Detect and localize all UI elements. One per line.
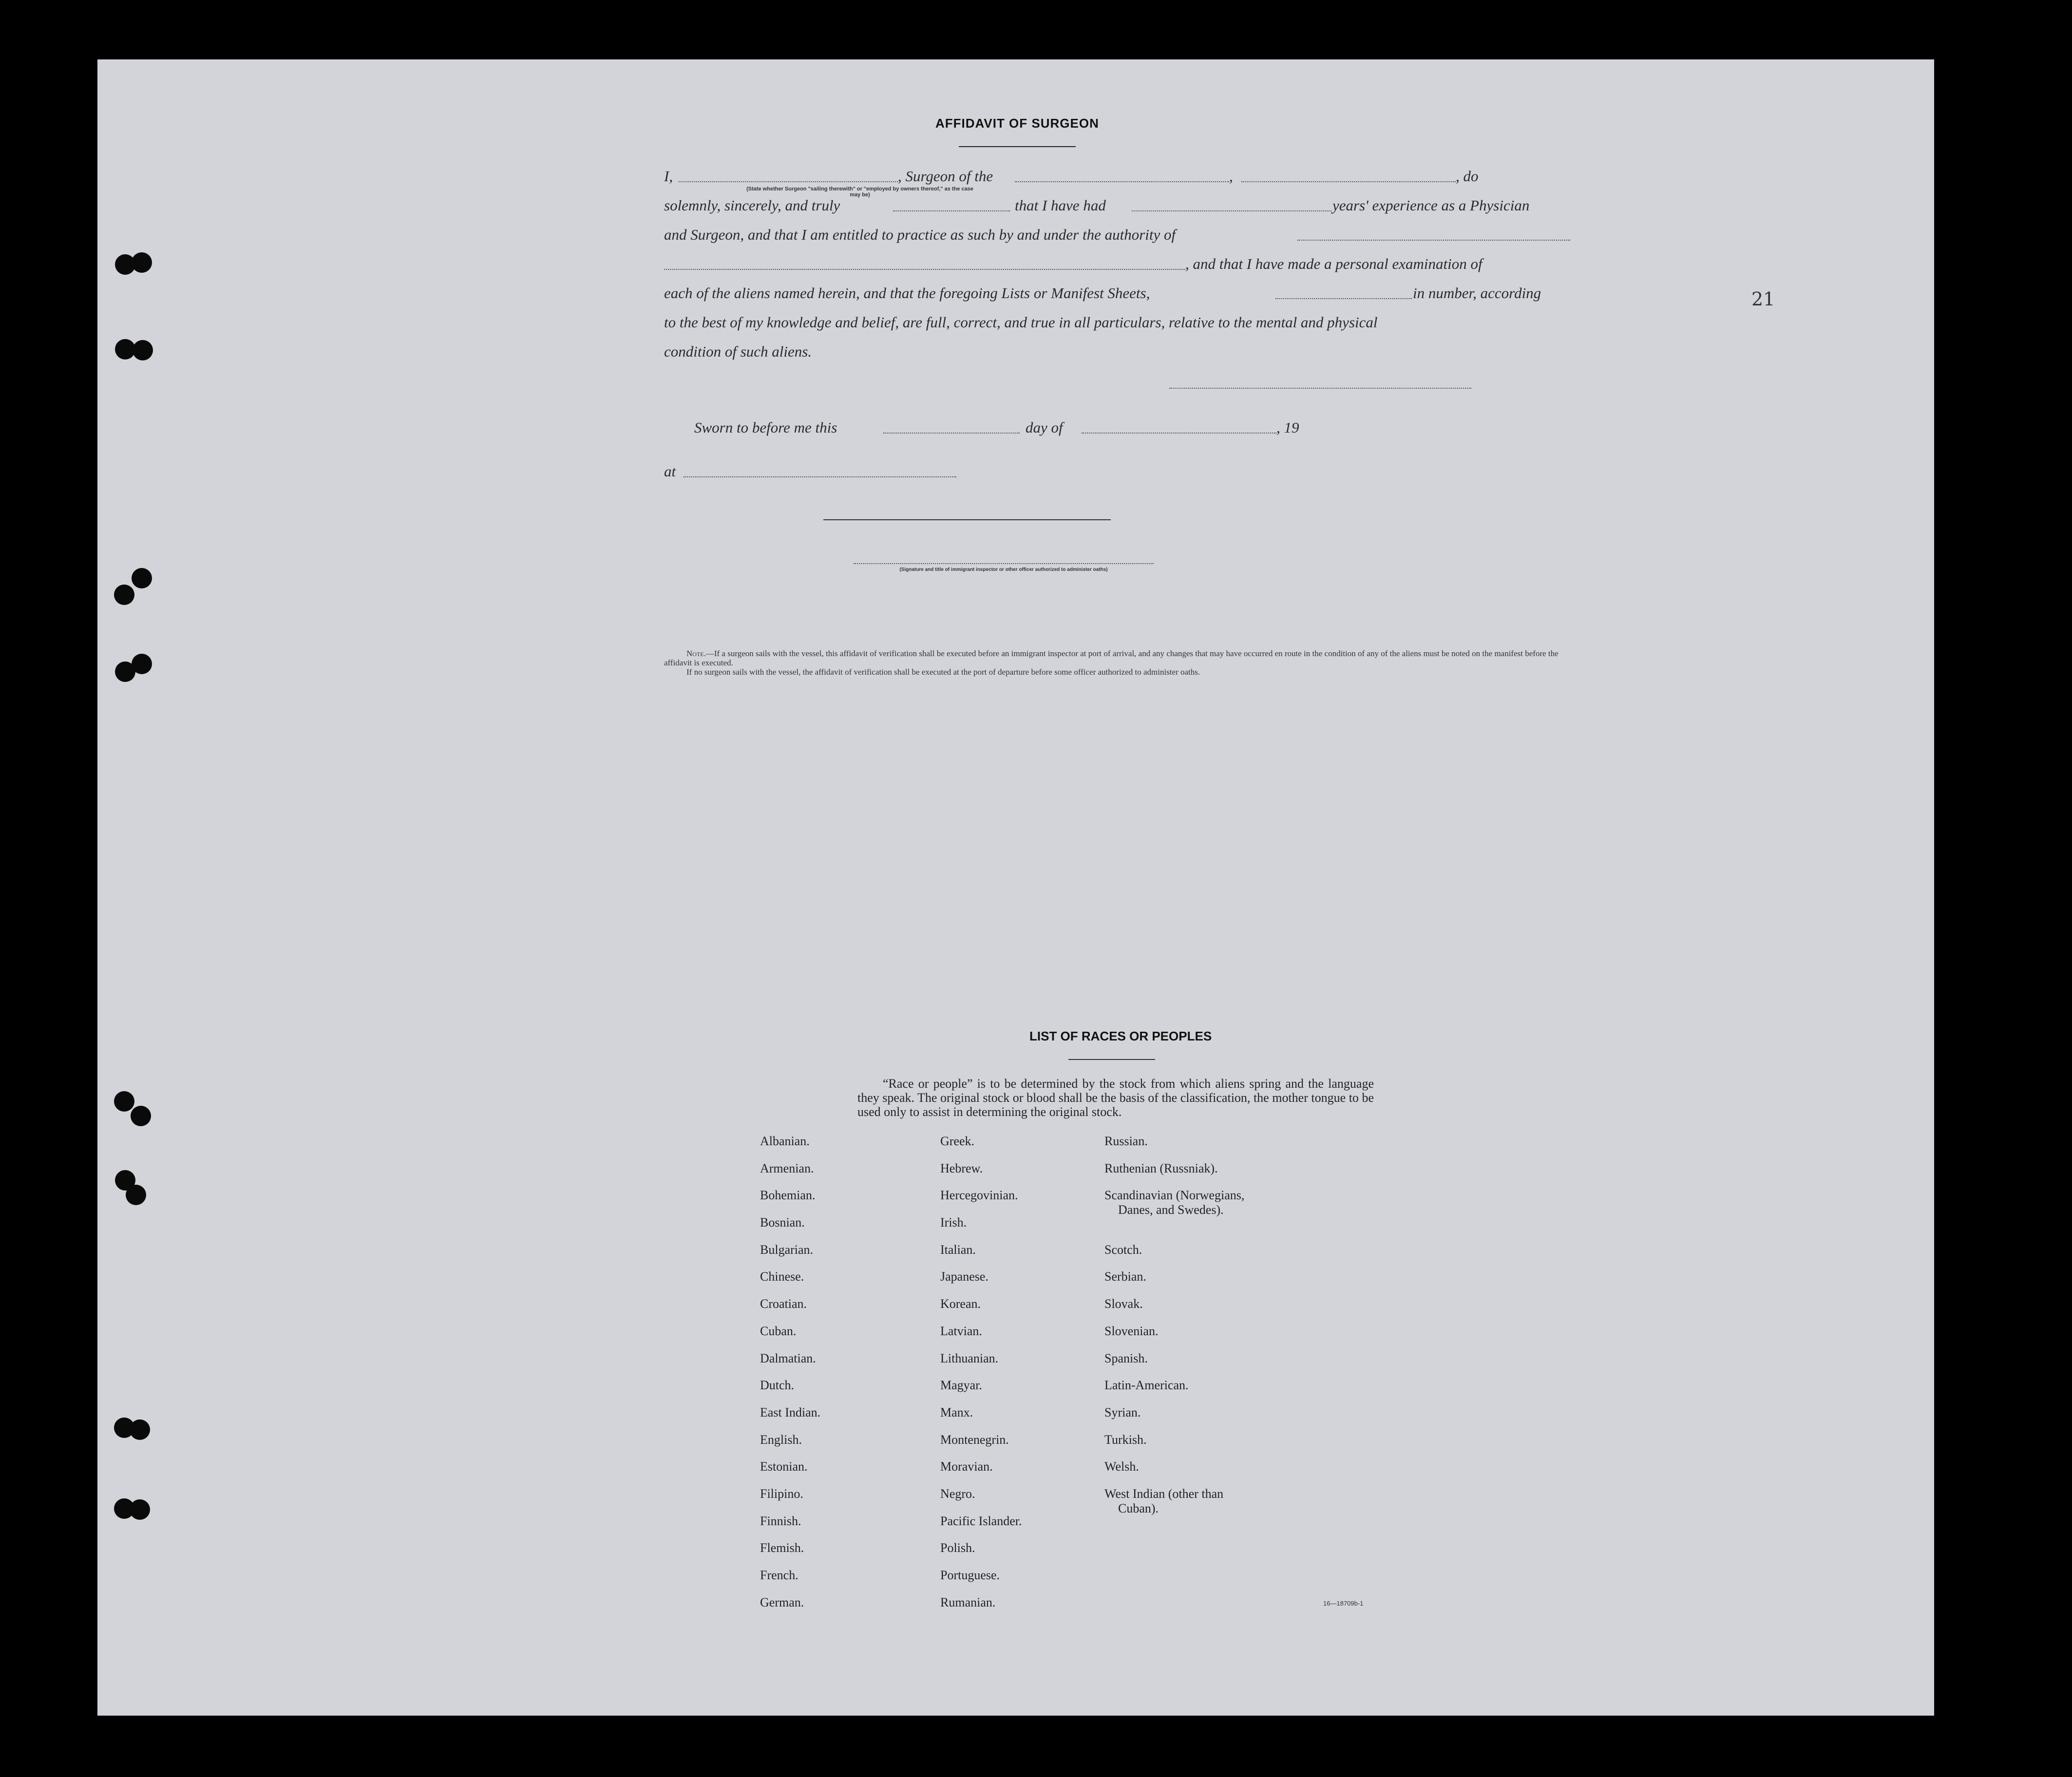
race-item: Japanese.	[940, 1269, 988, 1284]
race-item: Serbian.	[1104, 1269, 1146, 1284]
text-and-surgeon: and Surgeon, and that I am entitled to practice as such by and under the authority of	[664, 226, 1176, 243]
punch-hole	[133, 340, 153, 360]
race-item: Bohemian.	[760, 1188, 816, 1203]
race-item: Chinese.	[760, 1269, 804, 1284]
punch-hole	[114, 1091, 134, 1112]
race-item: French.	[760, 1568, 798, 1582]
race-item: Italian.	[940, 1242, 976, 1257]
affidavit-line-7	[664, 343, 1570, 362]
text-best-knowledge: to the best of my knowledge and belief, are full, correct, and true in all particulars, relative to the mental and physical	[664, 314, 1378, 331]
race-item: Hercegovinian.	[940, 1188, 1018, 1203]
note-text-1: —If a surgeon sails with the vessel, this affidavit of verification shall be executed before an immigrant inspector at port of arrival, and any changes that may have occurred en route in the condition of any of the aliens must be noted on the manifest before the affidavit is executed.	[664, 649, 1559, 667]
surgeon-status-field[interactable]	[1241, 181, 1456, 182]
punch-hole	[126, 1185, 146, 1205]
affidavit-line-1	[664, 168, 1570, 187]
race-item: Montenegrin.	[940, 1432, 1009, 1447]
race-item: English.	[760, 1432, 802, 1447]
affidavit-line-6	[664, 314, 1570, 333]
race-item: Latin-American.	[1104, 1378, 1189, 1393]
races-intro-text: “Race or people” is to be determined by the stock from which aliens spring and the language they speak. The original stock or blood shall be the basis of the classification, the mother tongue to be used only to assist in determining the original stock.	[857, 1077, 1374, 1119]
text-personal-exam: , and that I have made a personal examination of	[1185, 255, 1483, 272]
text-do: , do	[1456, 168, 1479, 185]
sworn-month-field[interactable]	[1082, 433, 1276, 434]
text-sworn: Sworn to before me this	[694, 419, 837, 436]
race-item: Latvian.	[940, 1323, 982, 1338]
text-condition: condition of such aliens.	[664, 343, 812, 360]
affidavit-line-2	[664, 197, 1570, 216]
surgeon-status-caption: (State whether Surgeon "sailing therewith" or "employed by owners thereof," as the case may be)	[746, 186, 973, 198]
text-in-number: in number, according	[1413, 284, 1541, 302]
race-item: Hebrew.	[940, 1161, 983, 1175]
title-rule	[959, 146, 1076, 147]
race-item: Turkish.	[1104, 1432, 1147, 1447]
race-item-line: Scandinavian (Norwegians,	[1104, 1188, 1245, 1203]
race-item: Korean.	[940, 1297, 981, 1311]
race-item: Filipino.	[760, 1486, 803, 1501]
sworn-day-field[interactable]	[883, 433, 1020, 434]
race-item: Estonian.	[760, 1459, 808, 1474]
race-item: Bosnian.	[760, 1215, 805, 1230]
swear-field[interactable]	[893, 210, 1010, 211]
form-number: 16—18709b-1	[1323, 1600, 1364, 1607]
sheets-count-field[interactable]	[1275, 298, 1412, 299]
races-title: LIST OF RACES OR PEOPLES	[1029, 1029, 1212, 1043]
races-column-2	[940, 1135, 1022, 1623]
affidavit-note	[664, 649, 1570, 677]
races-column-1	[760, 1135, 820, 1623]
race-item: Negro.	[940, 1486, 975, 1501]
surgeon-name-field[interactable]	[679, 181, 898, 182]
authority-field[interactable]	[1297, 240, 1570, 241]
race-item: Spanish.	[1104, 1351, 1148, 1365]
note-text-2: If no surgeon sails with the vessel, the affidavit of verification shall be executed at the port of departure before some officer authorized to administer oaths.	[686, 667, 1200, 677]
race-item: Syrian.	[1104, 1405, 1141, 1419]
race-item-west-indian	[1104, 1488, 1244, 1542]
surgeon-signature-field[interactable]	[1169, 388, 1471, 389]
text-each-alien: each of the aliens named herein, and that the foregoing Lists or Manifest Sheets,	[664, 284, 1150, 302]
affidavit-line-3	[664, 226, 1570, 246]
race-item: Slovenian.	[1104, 1323, 1159, 1338]
races-intro	[857, 1077, 1374, 1119]
text-nineteen: , 19	[1276, 419, 1299, 436]
text-surgeon-of: , Surgeon of the	[898, 168, 993, 185]
punch-hole	[132, 252, 152, 273]
seal-line	[823, 519, 1111, 520]
document-page	[97, 59, 1934, 1716]
at-line	[664, 463, 1570, 482]
race-item: Irish.	[940, 1215, 967, 1230]
race-item: Moravian.	[940, 1459, 993, 1474]
race-item-scandinavian	[1104, 1189, 1244, 1243]
race-item: Flemish.	[760, 1541, 804, 1555]
race-item: Croatian.	[760, 1297, 807, 1311]
officer-caption: (Signature and title of immigrant inspector or other officer authorized to administer oaths)	[899, 567, 1108, 572]
text-years-experience: years' experience as a Physician	[1332, 197, 1530, 214]
sworn-line	[694, 419, 1376, 438]
race-item: German.	[760, 1595, 804, 1609]
comma: ,	[1229, 168, 1233, 185]
race-item-line: Danes, and Swedes).	[1118, 1203, 1224, 1217]
officer-signature-field[interactable]	[854, 563, 1154, 564]
race-item: Bulgarian.	[760, 1242, 814, 1257]
race-item: Lithuanian.	[940, 1351, 999, 1365]
punch-hole	[130, 1419, 150, 1440]
race-item: East Indian.	[760, 1405, 821, 1419]
punch-hole	[130, 1499, 150, 1520]
race-item: Welsh.	[1104, 1459, 1139, 1474]
race-item: Ruthenian (Russniak).	[1104, 1161, 1218, 1175]
race-item: Manx.	[940, 1405, 973, 1419]
note-label: Note.	[686, 649, 706, 658]
text-day-of: day of	[1026, 419, 1063, 436]
race-item-line: Cuban).	[1118, 1501, 1159, 1515]
race-item: Scotch.	[1104, 1242, 1142, 1257]
race-item: Rumanian.	[940, 1595, 996, 1609]
affidavit-title: AFFIDAVIT OF SURGEON	[935, 116, 1099, 131]
race-item: Cuban.	[760, 1323, 797, 1338]
race-item: Polish.	[940, 1541, 975, 1555]
race-item: Portuguese.	[940, 1568, 1000, 1582]
race-item: Magyar.	[940, 1378, 982, 1393]
race-item: Russian.	[1104, 1134, 1148, 1148]
race-item: Dalmatian.	[760, 1351, 816, 1365]
text-i: I,	[664, 168, 673, 185]
race-item: Armenian.	[760, 1161, 814, 1175]
races-rule	[1068, 1059, 1155, 1060]
years-field[interactable]	[1132, 210, 1331, 211]
authority-continued-field[interactable]	[664, 269, 1185, 270]
page-number: 21	[1751, 288, 1775, 310]
race-item-line: West Indian (other than	[1104, 1486, 1224, 1501]
race-item: Greek.	[940, 1134, 975, 1148]
vessel-name-field[interactable]	[1015, 181, 1229, 182]
race-item: Albanian.	[760, 1134, 810, 1148]
punch-hole	[132, 654, 152, 674]
text-i-have-had: that I have had	[1015, 197, 1106, 214]
race-item: Pacific Islander.	[940, 1513, 1022, 1528]
text-solemnly: solemnly, sincerely, and truly	[664, 197, 840, 214]
affidavit-line-5	[664, 284, 1570, 304]
text-at: at	[664, 463, 676, 480]
race-item: Slovak.	[1104, 1297, 1143, 1311]
races-column-3	[1104, 1135, 1244, 1542]
race-item: Finnish.	[760, 1513, 801, 1528]
race-item: Dutch.	[760, 1378, 795, 1393]
affidavit-line-4	[664, 255, 1570, 275]
place-field[interactable]	[684, 476, 956, 477]
punch-hole	[131, 1106, 151, 1126]
punch-hole	[132, 568, 152, 588]
punch-hole	[114, 585, 134, 605]
